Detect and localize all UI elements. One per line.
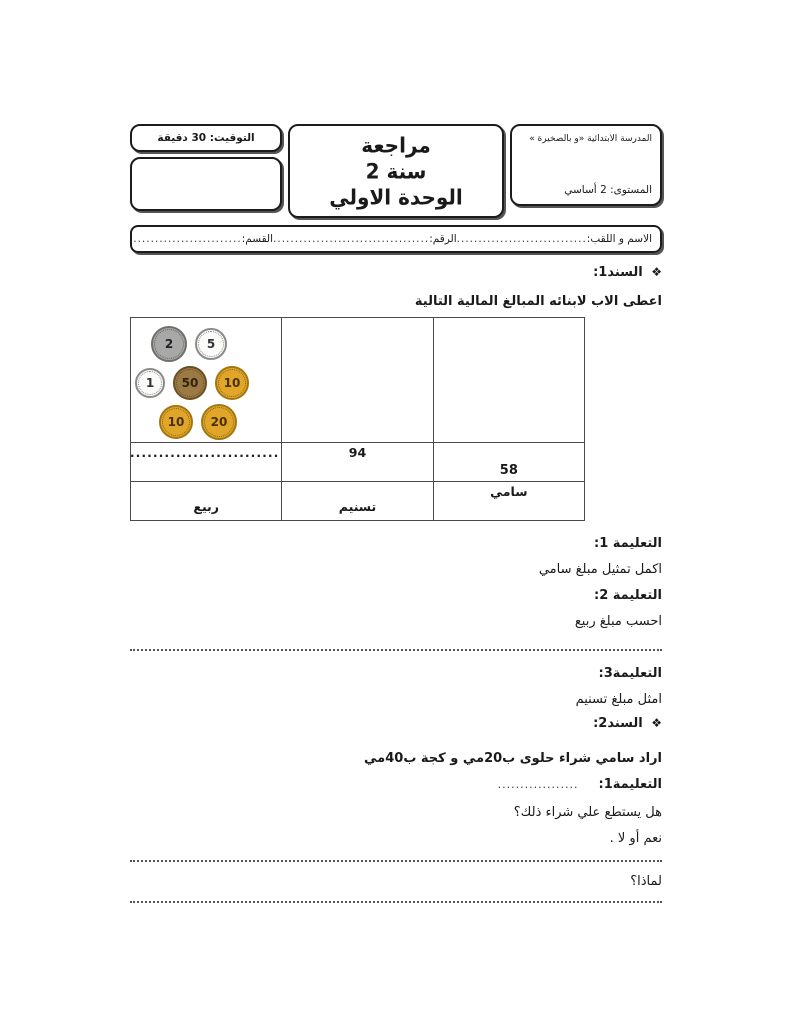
tasnim-name: تسنيم bbox=[338, 499, 377, 514]
coin-50-bronze: 50 bbox=[173, 366, 207, 400]
cell-rabii-name bbox=[131, 482, 282, 521]
instruction2-heading: التعليمة 2: bbox=[594, 588, 662, 603]
section1-title: السند1: bbox=[593, 265, 643, 280]
number-label: الرقم: bbox=[429, 233, 457, 245]
cell-sami-representation bbox=[433, 318, 584, 443]
section2-intro: اراد سامي شراء حلوى ب20مي و كجة ب40مي bbox=[364, 751, 662, 766]
section2-title: السند2: bbox=[593, 716, 643, 731]
answer-rule-1 bbox=[130, 648, 662, 651]
identity-bar bbox=[130, 225, 662, 253]
cell-sami-name bbox=[433, 482, 584, 521]
rabii-name: ربيع bbox=[193, 499, 219, 514]
section1-intro: اعطى الاب لابنائه المبالغ المالية التالية bbox=[414, 294, 662, 309]
rabii-amount-blank: .......................... bbox=[129, 445, 280, 460]
level-label: المستوى: 2 أساسي bbox=[564, 184, 652, 196]
sami-amount: 58 bbox=[499, 463, 518, 478]
header-left-column bbox=[130, 124, 282, 211]
worksheet-year: سنة 2 bbox=[365, 158, 427, 184]
number-blank: .................................... bbox=[273, 233, 430, 245]
worksheet-unit: الوحدة الاولي bbox=[329, 184, 463, 210]
coin-10-gold: 10 bbox=[159, 405, 193, 439]
instruction1-text: اكمل تمثيل مبلغ سامي bbox=[538, 562, 662, 577]
cell-rabii-amount bbox=[131, 443, 282, 482]
name-label: الاسم و اللقب: bbox=[586, 233, 652, 245]
coins-grid bbox=[133, 320, 279, 440]
empty-box bbox=[130, 157, 282, 211]
section2-instruction1-row bbox=[130, 778, 662, 791]
tasnim-amount: 94 bbox=[348, 445, 367, 460]
diamond-bullet-icon: ❖ bbox=[651, 265, 662, 279]
time-box bbox=[130, 124, 282, 152]
instruction1-heading: التعليمة 1: bbox=[594, 536, 662, 551]
section2-heading bbox=[130, 716, 662, 731]
cell-tasnim-name bbox=[282, 482, 433, 521]
section2-answer-options: نعم أو لا . bbox=[609, 831, 662, 846]
name-blank: .............................. bbox=[456, 233, 587, 245]
title-box bbox=[288, 124, 504, 218]
instruction3-heading: التعليمة3: bbox=[598, 666, 662, 681]
coin-row bbox=[135, 366, 265, 400]
section2-question1: هل يستطع علي شراء ذلك؟ bbox=[513, 805, 662, 820]
coin-10-gold: 10 bbox=[215, 366, 249, 400]
answer-rule-2 bbox=[130, 859, 662, 862]
coin-2-silver: 2 bbox=[151, 326, 187, 362]
time-label: التوقيت: 30 دقيقة bbox=[157, 132, 255, 144]
class-blank: ......................... bbox=[133, 233, 242, 245]
header bbox=[130, 124, 662, 218]
class-label: القسم: bbox=[241, 233, 274, 245]
instruction3-text: امثل مبلغ تسنيم bbox=[575, 692, 662, 707]
coin-1-white: 1 bbox=[135, 368, 165, 398]
section2-instruction1-blank: .................. bbox=[497, 778, 579, 791]
answer-rule-3 bbox=[130, 900, 662, 903]
school-name: المدرسة الابتدائية «و بالصخيرة » bbox=[529, 134, 652, 144]
diamond-bullet-icon: ❖ bbox=[651, 716, 662, 730]
cell-rabii-representation bbox=[131, 318, 282, 443]
instruction2-text: احسب مبلغ ربيع bbox=[574, 614, 662, 629]
table-row-representation bbox=[131, 318, 585, 443]
section1-heading bbox=[130, 265, 662, 280]
worksheet-title: مراجعة bbox=[361, 132, 431, 158]
coin-5-white: 5 bbox=[195, 328, 227, 360]
section2-question2: لماذا؟ bbox=[630, 874, 662, 889]
cell-tasnim-representation bbox=[282, 318, 433, 443]
section2-instruction1-heading: التعليمة1: bbox=[598, 777, 662, 792]
cell-sami-amount bbox=[433, 443, 584, 482]
cell-tasnim-amount bbox=[282, 443, 433, 482]
school-box bbox=[510, 124, 662, 206]
table-row-amounts bbox=[131, 443, 585, 482]
coin-row bbox=[159, 404, 265, 440]
coin-row bbox=[151, 326, 265, 362]
table-row-names bbox=[131, 482, 585, 521]
money-table bbox=[130, 317, 585, 521]
sami-name: سامي bbox=[490, 484, 528, 499]
coin-20-gold: 20 bbox=[201, 404, 237, 440]
